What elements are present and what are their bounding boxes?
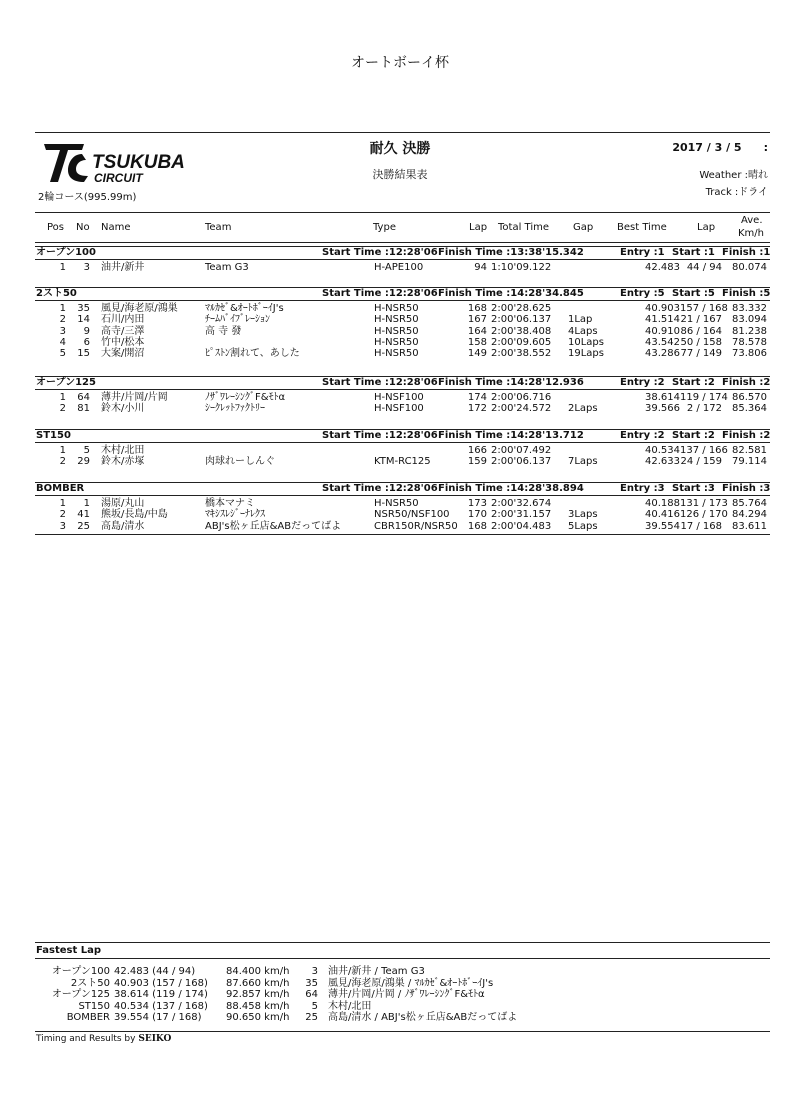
col-type: Type	[373, 222, 396, 233]
cell-lap: 166	[467, 445, 487, 456]
cell-gap: 19Laps	[568, 348, 604, 360]
cell-name: 薄井/片岡/片岡	[101, 392, 168, 403]
cell-best: 40.534	[645, 445, 680, 456]
fl-time: 40.903 (157 / 168)	[114, 977, 208, 989]
cell-pos: 1	[59, 262, 66, 273]
weather: Weather :晴れ	[699, 170, 768, 181]
class-name: オープン125	[36, 377, 96, 388]
col-lap: Lap	[469, 222, 488, 233]
cell-pos: 2	[59, 314, 66, 326]
class-name: BOMBER	[36, 483, 85, 494]
fl-driver: 薄井/片岡/片岡 / ﾉｻﾞﾜﾚｰｼﾝｸﾞF&ﾓﾄα	[328, 989, 485, 1000]
race-subtitle: 決勝結果表	[372, 168, 428, 181]
cell-best: 40.188	[645, 498, 680, 509]
class-finish-count: Finish :3	[722, 483, 771, 494]
class-finish-count: Finish :5	[722, 288, 771, 299]
cell-name: 石川/内田	[101, 314, 145, 326]
fl-no: 25	[305, 1012, 318, 1023]
cell-pos: 2	[59, 403, 66, 415]
fl-class: オープン125	[51, 989, 110, 1000]
cell-total: 2:00'28.625	[491, 303, 552, 314]
cell-name: 湯原/丸山	[101, 498, 145, 509]
cell-name: 鈴木/赤塚	[101, 456, 145, 468]
col-name: Name	[101, 222, 131, 233]
cell-team: 高 寺 發	[205, 325, 242, 337]
class-entry: Entry :3	[620, 483, 665, 494]
footer-rule	[35, 1031, 770, 1032]
cell-ave: 83.611	[732, 520, 767, 532]
table-bottom-rule	[35, 534, 770, 535]
cell-ave: 78.578	[732, 336, 767, 348]
fl-speed: 88.458 km/h	[226, 1000, 290, 1012]
cell-team: ABJ's松ヶ丘店&ABだってばよ	[205, 520, 342, 532]
cell-type: H-NSF100	[374, 392, 424, 403]
cell-gap: 1Lap	[568, 314, 593, 326]
cell-name: 高寺/三澤	[101, 325, 145, 337]
footer-prefix: Timing and Results by	[36, 1034, 139, 1044]
cell-lap: 168	[467, 303, 487, 314]
class-start-count: Start :5	[672, 288, 715, 299]
track-condition: Track :ドライ	[705, 187, 768, 198]
fl-speed: 90.650 km/h	[226, 1012, 290, 1023]
class-entry: Entry :5	[620, 288, 665, 299]
class-finish-time: Finish Time :14:28'13.712	[438, 430, 584, 441]
cell-lap: 149	[467, 348, 487, 360]
cell-no: 1	[83, 498, 90, 509]
cell-pos: 1	[59, 445, 66, 456]
cell-name: 大案/開沼	[101, 348, 145, 360]
cell-lap: 170	[467, 509, 487, 521]
col-no: No	[76, 222, 90, 233]
cell-type: CBR150R/NSR50	[374, 520, 458, 532]
cell-team: ｼｰｸﾚｯﾄﾌｧｸﾄﾘｰ	[205, 403, 265, 415]
fl-no: 3	[311, 966, 318, 977]
fl-no: 64	[305, 989, 318, 1000]
race-date: 2017 / 3 / 5 :	[672, 141, 768, 154]
cell-best: 40.416	[645, 509, 680, 521]
cell-team: Team G3	[205, 262, 249, 273]
cell-ave: 81.238	[732, 325, 767, 337]
class-header-rule	[35, 495, 770, 496]
cell-ave: 82.581	[732, 445, 767, 456]
cell-name: 風見/海老原/鴻巣	[101, 303, 178, 314]
cell-lap: 158	[467, 336, 487, 348]
fl-time: 40.534 (137 / 168)	[114, 1000, 208, 1012]
logo-text-circuit: CIRCUIT	[94, 171, 143, 185]
col-gap: Gap	[573, 222, 594, 233]
col-pos: Pos	[47, 222, 65, 233]
cell-bestlap: 17 / 168	[680, 520, 722, 532]
class-finish-count: Finish :1	[722, 247, 771, 258]
class-start-count: Start :3	[672, 483, 715, 494]
cell-team: ﾁｰﾑﾊﾞｲﾌﾞﾚｰｼｮﾝ	[205, 314, 270, 326]
header-rule	[35, 132, 770, 133]
cell-best: 42.483	[645, 262, 680, 273]
fastest-lap-rule	[35, 942, 770, 943]
cell-no: 41	[77, 509, 90, 521]
class-start-count: Start :1	[672, 247, 715, 258]
fl-driver: 油井/新井 / Team G3	[328, 966, 425, 977]
fl-time: 38.614 (119 / 174)	[114, 989, 208, 1000]
cell-bestlap: 21 / 167	[680, 314, 722, 326]
cell-gap: 5Laps	[568, 520, 598, 532]
circuit-course: 2輪コース(995.99m)	[38, 192, 137, 203]
cell-no: 64	[77, 392, 90, 403]
class-start-time: Start Time :12:28'06	[322, 430, 438, 441]
class-finish-count: Finish :2	[722, 377, 771, 388]
class-entry: Entry :2	[620, 377, 665, 388]
cell-total: 2:00'38.552	[491, 348, 552, 360]
fl-speed: 87.660 km/h	[226, 977, 290, 989]
race-title: 耐久 決勝	[369, 141, 431, 157]
cell-ave: 83.094	[732, 314, 767, 326]
cell-type: H-NSR50	[374, 325, 419, 337]
cell-best: 40.903	[645, 303, 680, 314]
cell-pos: 1	[59, 392, 66, 403]
fl-class: ST150	[78, 1000, 110, 1012]
class-entry: Entry :2	[620, 430, 665, 441]
cell-bestlap: 157 / 168	[680, 303, 728, 314]
cell-name: 竹中/松本	[101, 336, 145, 348]
cell-pos: 4	[59, 336, 66, 348]
class-name: 2スト50	[36, 288, 77, 299]
column-header	[35, 212, 770, 243]
class-start-time: Start Time :12:28'06	[322, 288, 438, 299]
cell-bestlap: 119 / 174	[680, 392, 728, 403]
cell-ave: 85.764	[732, 498, 767, 509]
fl-class: BOMBER	[66, 1012, 110, 1023]
class-header-rule	[35, 389, 770, 390]
cell-lap: 174	[467, 392, 487, 403]
cell-name: 熊坂/長島/中島	[101, 509, 168, 521]
fl-no: 5	[311, 1000, 318, 1012]
cell-pos: 1	[59, 303, 66, 314]
seiko-logo: SEIKO	[138, 1034, 172, 1044]
cell-team: 橋本マナミ	[205, 498, 255, 509]
cell-total: 2:00'38.408	[491, 325, 552, 337]
fl-time: 39.554 (17 / 168)	[114, 1012, 202, 1023]
class-finish-time: Finish Time :14:28'12.936	[438, 377, 584, 388]
cell-team: ﾏﾙｶｾﾞ&ｵｰﾄﾎﾞｰｲJ's	[205, 303, 284, 314]
cell-pos: 3	[59, 325, 66, 337]
cell-pos: 2	[59, 456, 66, 468]
class-finish-time: Finish Time :14:28'34.845	[438, 288, 584, 299]
cell-no: 3	[83, 262, 90, 273]
cell-pos: 5	[59, 348, 66, 360]
cell-gap: 7Laps	[568, 456, 598, 468]
class-name: ST150	[36, 430, 71, 441]
class-start-count: Start :2	[672, 377, 715, 388]
class-finish-time: Finish Time :14:28'38.894	[438, 483, 584, 494]
fl-no: 35	[305, 977, 318, 989]
cell-ave: 86.570	[732, 392, 767, 403]
cell-pos: 1	[59, 498, 66, 509]
cell-total: 1:10'09.122	[491, 262, 552, 273]
class-finish-time: Finish Time :13:38'15.342	[438, 247, 584, 258]
cell-name: 木村/北田	[101, 445, 145, 456]
cell-best: 39.566	[645, 403, 680, 415]
cell-best: 43.286	[645, 348, 680, 360]
cell-bestlap: 86 / 164	[680, 325, 722, 337]
cell-lap: 159	[467, 456, 487, 468]
fl-driver: 風見/海老原/鴻巣 / ﾏﾙｶｾﾞ&ｵｰﾄﾎﾞｰｲJ's	[328, 977, 494, 989]
cell-no: 35	[77, 303, 90, 314]
cell-best: 41.514	[645, 314, 680, 326]
cell-no: 81	[77, 403, 90, 415]
cell-no: 25	[77, 520, 90, 532]
cell-team: ﾋﾟｽﾄﾝ割れて、あした	[205, 348, 300, 360]
cell-gap: 3Laps	[568, 509, 598, 521]
col-kmh: Km/h	[738, 228, 765, 239]
cell-type: H-NSR50	[374, 303, 419, 314]
footer-credit	[36, 1034, 171, 1044]
cell-type: H-NSR50	[374, 314, 419, 326]
fastest-lap-title: Fastest Lap	[36, 945, 101, 956]
class-header-rule	[35, 442, 770, 443]
cell-name: 鈴木/小川	[101, 403, 145, 415]
cell-gap: 4Laps	[568, 325, 598, 337]
cell-lap: 94	[474, 262, 487, 273]
logo-text-tsukuba: TSUKUBA	[92, 152, 185, 173]
cell-no: 6	[83, 336, 90, 348]
class-start-count: Start :2	[672, 430, 715, 441]
cell-bestlap: 24 / 159	[680, 456, 722, 468]
cell-ave: 79.114	[732, 456, 767, 468]
col-best-time: Best Time	[617, 222, 667, 233]
fl-driver: 高島/清水 / ABJ's松ヶ丘店&ABだってばよ	[328, 1012, 518, 1023]
cell-best: 38.614	[645, 392, 680, 403]
document-title: オートボーイ杯	[351, 55, 449, 71]
cell-ave: 84.294	[732, 509, 767, 521]
class-header-rule	[35, 300, 770, 301]
cell-total: 2:00'06.716	[491, 392, 552, 403]
cell-bestlap: 44 / 94	[686, 262, 722, 273]
cell-best: 40.910	[645, 325, 680, 337]
cell-best: 42.633	[645, 456, 680, 468]
cell-type: H-NSF100	[374, 403, 424, 415]
cell-gap: 10Laps	[568, 336, 604, 348]
fastest-lap-separator	[35, 958, 770, 959]
cell-type: NSR50/NSF100	[374, 509, 450, 521]
cell-team: 肉球れーしんぐ	[205, 456, 275, 468]
cell-total: 2:00'31.157	[491, 509, 552, 521]
cell-lap: 172	[467, 403, 487, 415]
col-ave: Ave.	[741, 215, 763, 226]
cell-bestlap: 2 / 172	[686, 403, 722, 415]
cell-type: H-NSR50	[374, 336, 419, 348]
cell-best: 39.554	[645, 520, 680, 532]
cell-total: 2:00'32.674	[491, 498, 552, 509]
cell-lap: 167	[467, 314, 487, 326]
cell-total: 2:00'24.572	[491, 403, 552, 415]
cell-type: H-NSR50	[374, 348, 419, 360]
class-start-time: Start Time :12:28'06	[322, 483, 438, 494]
cell-no: 9	[83, 325, 90, 337]
class-start-time: Start Time :12:28'06	[322, 377, 438, 388]
cell-total: 2:00'07.492	[491, 445, 552, 456]
cell-pos: 2	[59, 509, 66, 521]
cell-ave: 85.364	[732, 403, 767, 415]
cell-team: ﾏｷｼｽﾚｼﾞｰﾅﾚｸｽ	[205, 509, 265, 521]
cell-total: 2:00'09.605	[491, 336, 552, 348]
fl-class: 2スト50	[70, 977, 110, 989]
cell-lap: 168	[467, 520, 487, 532]
cell-ave: 80.074	[732, 262, 767, 273]
cell-lap: 173	[467, 498, 487, 509]
cell-type: H-APE100	[374, 262, 424, 273]
cell-pos: 3	[59, 520, 66, 532]
cell-bestlap: 131 / 173	[680, 498, 728, 509]
cell-bestlap: 126 / 170	[680, 509, 728, 521]
class-start-time: Start Time :12:28'06	[322, 247, 438, 258]
cell-bestlap: 77 / 149	[680, 348, 722, 360]
cell-no: 29	[77, 456, 90, 468]
class-finish-count: Finish :2	[722, 430, 771, 441]
col-best-lap: Lap	[697, 222, 716, 233]
cell-no: 14	[77, 314, 90, 326]
fl-class: オープン100	[51, 966, 110, 977]
cell-team: ﾉｻﾞﾜﾚｰｼﾝｸﾞF&ﾓﾄα	[205, 392, 286, 403]
cell-bestlap: 50 / 158	[680, 336, 722, 348]
cell-total: 2:00'06.137	[491, 456, 552, 468]
cell-best: 43.542	[645, 336, 680, 348]
col-team: Team	[205, 222, 232, 233]
fl-speed: 92.857 km/h	[226, 989, 290, 1000]
cell-ave: 83.332	[732, 303, 767, 314]
cell-name: 高島/清水	[101, 520, 145, 532]
cell-no: 15	[77, 348, 90, 360]
cell-bestlap: 137 / 166	[680, 445, 728, 456]
cell-total: 2:00'06.137	[491, 314, 552, 326]
col-total-time: Total Time	[498, 222, 550, 233]
cell-gap: 2Laps	[568, 403, 598, 415]
class-entry: Entry :1	[620, 247, 665, 258]
cell-type: H-NSR50	[374, 498, 419, 509]
cell-lap: 164	[467, 325, 487, 337]
cell-type: KTM-RC125	[374, 456, 431, 468]
fl-driver: 木村/北田	[328, 1000, 372, 1012]
cell-name: 油井/新井	[101, 262, 145, 273]
cell-no: 5	[83, 445, 90, 456]
fl-time: 42.483 (44 / 94)	[114, 966, 196, 977]
cell-total: 2:00'04.483	[491, 520, 552, 532]
fl-speed: 84.400 km/h	[226, 966, 290, 977]
cell-ave: 73.806	[732, 348, 767, 360]
class-name: オープン100	[36, 247, 96, 258]
class-header-rule	[35, 259, 770, 260]
